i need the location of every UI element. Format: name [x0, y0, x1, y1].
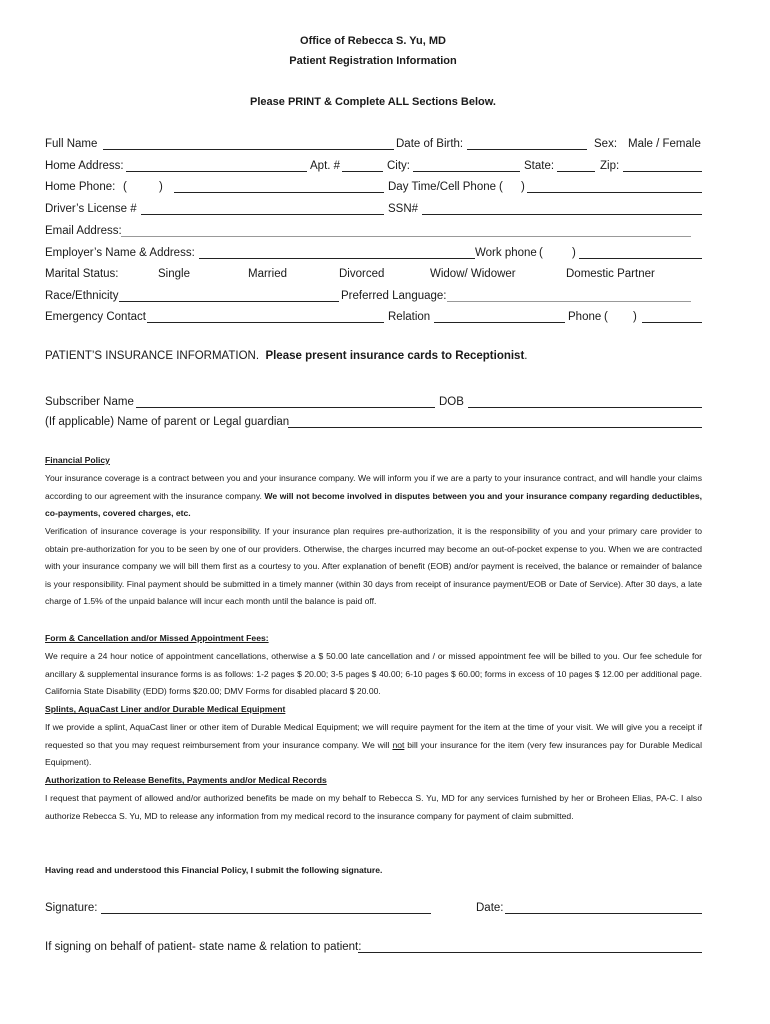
zip-label: Zip:: [600, 160, 620, 172]
insurance-heading-note: Please present insurance cards to Receptionist: [265, 350, 525, 362]
email-label: Email Address:: [45, 225, 122, 237]
sex-label: Sex:: [594, 138, 618, 150]
drivers-license-field[interactable]: [141, 214, 384, 215]
marital-option-married[interactable]: Married: [248, 268, 287, 280]
row-marital-status: [45, 266, 702, 282]
financial-policy-text: Your insurance coverage is a contract between you and your insurance company. We will inform you if we are a party to your insurance contract, and will handle your claims according to our agreement with the insurance company.: [45, 473, 702, 501]
marital-option-single[interactable]: Single: [158, 268, 190, 280]
subscriber-dob-label: DOB: [439, 396, 464, 408]
work-phone-area-close: ): [572, 247, 576, 259]
marital-option-divorced[interactable]: Divorced: [339, 268, 385, 280]
marital-option-domestic-partner[interactable]: Domestic Partner: [566, 268, 655, 280]
row-email: [45, 223, 702, 239]
form-instruction: Please PRINT & Complete ALL Sections Below.: [250, 96, 496, 108]
splints-not-emphasis: not: [392, 739, 405, 750]
day-phone-label: Day Time/Cell Phone: [388, 181, 497, 193]
form-title: Patient Registration Information: [289, 55, 457, 67]
splints-paragraph: [45, 719, 702, 772]
home-address-label: Home Address:: [45, 160, 124, 172]
ssn-label: SSN#: [388, 203, 419, 215]
cancellation-fees-title: Form & Cancellation and/or Missed Appointment Fees:: [45, 633, 269, 643]
relation-field[interactable]: [434, 322, 565, 323]
row-behalf: [45, 939, 702, 955]
date-field[interactable]: [505, 913, 702, 914]
splints-title: Splints, AquaCast Liner and/or Durable Medical Equipment: [45, 704, 286, 714]
language-label: Preferred Language:: [341, 290, 447, 302]
row-full-name: [45, 136, 702, 152]
home-phone-label: Home Phone:: [45, 181, 116, 193]
subscriber-name-field[interactable]: [136, 407, 435, 408]
ssn-field[interactable]: [422, 214, 702, 215]
insurance-heading-text: PATIENT’S INSURANCE INFORMATION.: [45, 350, 260, 362]
row-guardian: [45, 414, 702, 430]
employer-field[interactable]: [199, 258, 475, 259]
emergency-contact-label: Emergency Contact: [45, 311, 146, 323]
home-phone-area-close: ): [159, 181, 163, 193]
emergency-contact-field[interactable]: [147, 322, 384, 323]
drivers-license-label: Driver’s License #: [45, 203, 137, 215]
dob-label: Date of Birth:: [396, 138, 464, 150]
relation-label: Relation: [388, 311, 431, 323]
full-name-label: Full Name: [45, 138, 98, 150]
phone-field[interactable]: [642, 322, 702, 323]
day-phone-field[interactable]: [527, 192, 702, 193]
phone-label: Phone: [568, 311, 602, 323]
date-label: Date:: [476, 902, 504, 914]
row-employer: [45, 245, 702, 261]
marital-option-widow[interactable]: Widow/ Widower: [430, 268, 516, 280]
day-phone-area-close: ): [521, 181, 525, 193]
splints-text: If we provide a splint, AquaCast liner or other item of Durable Medical Equipment; we will require payment for the item at the time of your visit. We will give you a receipt if requested so that you may request reimbursement from your insurance company. We will: [45, 722, 702, 750]
row-emergency-contact: [45, 309, 702, 325]
row-subscriber: [45, 394, 702, 410]
cancellation-fees-paragraph: We require a 24 hour notice of appointment cancellations, otherwise a $ 50.00 late cancellation and / or missed appointment fee will be billed to you. Our fee schedule for ancillary & supplemental insurance forms is as follows: 1-2 pages $ 20.00; 3-5 pages $ 40.00; 6-10 pages $ 60.00; forms in excess of 10 pages $ 12.00 per additional page. California State Disability (EDD) forms $20.00; DMV Forms for disabled placard $ 20.00.: [45, 651, 702, 697]
row-drivers-license: [45, 201, 702, 217]
home-phone-field[interactable]: [174, 192, 384, 193]
financial-policy-paragraph-1: [45, 470, 702, 523]
state-label: State:: [524, 160, 555, 172]
behalf-label: If signing on behalf of patient- state name & relation to patient:: [45, 941, 362, 953]
home-address-field[interactable]: [126, 171, 307, 172]
authorization-title: Authorization to Release Benefits, Payments and/or Medical Records: [45, 775, 327, 785]
phone-area-close: ): [633, 311, 637, 323]
financial-policy-paragraph-2: Verification of insurance coverage is your responsibility. If your insurance plan requires pre-authorization, it is the responsibility of you and your primary care provider to obtain pre-authorization for you to be seen by one of our providers. Otherwise, the charges incurred may become an out-of-pocket expense to you. When we are contracted with your insurance company we will bill them first as a courtesy to you. After explanation of benefit (EOB) and/or payment is received, the balance or remainder of balance is your responsibility. Final payment should be submitted in a timely manner (within 30 days from receipt of insurance payment/EOB or Date of Service). After 30 days, a late charge of 1.5% of the unpaid balance will incur each month until the balance is paid off.: [45, 526, 702, 607]
language-field[interactable]: [447, 301, 691, 302]
subscriber-dob-field[interactable]: [468, 407, 702, 408]
race-label: Race/Ethnicity: [45, 290, 119, 302]
state-field[interactable]: [557, 171, 595, 172]
insurance-heading-period: .: [524, 350, 528, 362]
insurance-heading: [45, 350, 528, 362]
financial-policy-disputes-note: We will not become involved in disputes between you and your insurance company regarding deductibles, co-payments, covered charges, etc.: [45, 490, 702, 519]
work-phone-label: Work phone: [475, 247, 537, 259]
dob-field[interactable]: [467, 149, 587, 150]
day-phone-area-open: (: [499, 181, 503, 193]
city-label: City:: [387, 160, 410, 172]
email-field[interactable]: [121, 236, 691, 237]
work-phone-area-open: (: [539, 247, 543, 259]
race-field[interactable]: [119, 301, 339, 302]
home-phone-area-open: (: [123, 181, 127, 193]
work-phone-field[interactable]: [579, 258, 702, 259]
signature-label: Signature:: [45, 902, 98, 914]
office-name: Office of Rebecca S. Yu, MD: [300, 35, 446, 47]
signature-field[interactable]: [101, 913, 431, 914]
sex-options[interactable]: Male / Female: [628, 138, 701, 150]
apt-field[interactable]: [342, 171, 383, 172]
row-home-phone: [45, 179, 702, 195]
marital-status-label: Marital Status:: [45, 268, 119, 280]
zip-field[interactable]: [623, 171, 702, 172]
guardian-field[interactable]: [288, 427, 702, 428]
guardian-label: (If applicable) Name of parent or Legal guardian: [45, 416, 290, 428]
phone-area-open: (: [604, 311, 608, 323]
authorization-paragraph: I request that payment of allowed and/or authorized benefits be made on my behalf to Rebecca S. Yu, MD for any services furnished by her or Broheen Elias, PA-C. I also authorize Rebecca S. Yu, MD to release any information from my medical record to the insurance company for payment of claim submitted.: [45, 793, 702, 821]
subscriber-name-label: Subscriber Name: [45, 396, 134, 408]
financial-policy-title: Financial Policy: [45, 455, 110, 465]
employer-label: Employer’s Name & Address:: [45, 247, 195, 259]
row-race-language: [45, 288, 702, 304]
full-name-field[interactable]: [103, 149, 394, 150]
city-field[interactable]: [413, 171, 520, 172]
behalf-field[interactable]: [358, 952, 702, 953]
splints-text-end: bill your insurance for the item (very few insurances pay for Durable Medical Equipment).: [45, 739, 702, 768]
acknowledgement-text: Having read and understood this Financial Policy, I submit the following signature.: [45, 865, 383, 875]
row-home-address: [45, 158, 702, 174]
apt-label: Apt. #: [310, 160, 341, 172]
row-signature: [45, 900, 702, 916]
